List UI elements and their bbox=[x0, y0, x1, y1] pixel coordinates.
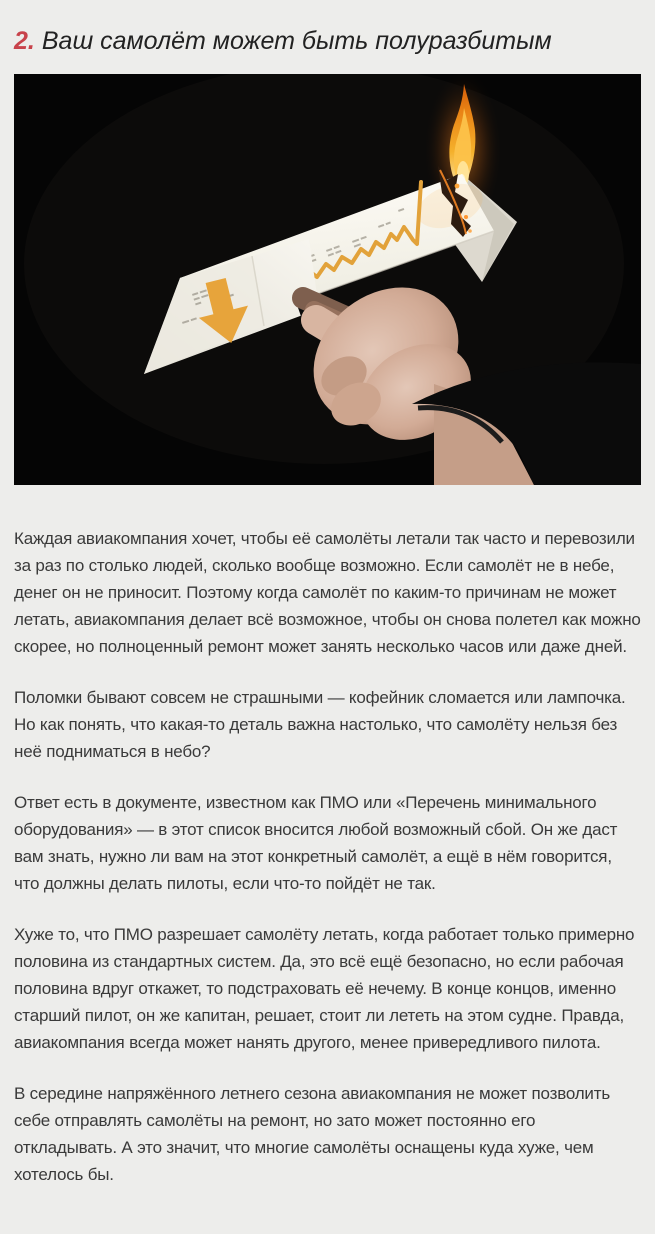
article-body bbox=[14, 525, 641, 1188]
paragraph: Хуже то, что ПМО разрешает самолёту летать, когда работает только примерно половина из стандартных систем. Да, это всё ещё безопасно, но если рабочая половина вдруг откажет, то подстраховать её нечему. В конце концов, именно старший пилот, он же капитан, решает, стоит ли лететь на этом судне. Правда, авиакомпания всегда может нанять другого, менее привередливого пилота. bbox=[14, 925, 635, 1052]
section-heading bbox=[14, 0, 641, 56]
burning-paper-plane-photo bbox=[14, 74, 641, 485]
paragraph: В середине напряжённого летнего сезона авиакомпания не может позволить себе отправлять самолёты на ремонт, но зато может постоянно его откладывать. А это значит, что многие самолёты оснащены куда хуже, чем хотелось бы. bbox=[14, 1084, 610, 1184]
paragraph: Поломки бывают совсем не страшными — кофейник сломается или лампочка. Но как понять, что какая-то деталь важна настолько, что самолёту нельзя без неё подниматься в небо? bbox=[14, 688, 626, 761]
photo-canvas bbox=[14, 74, 641, 485]
heading-number: 2. bbox=[14, 27, 35, 55]
paragraph: Ответ есть в документе, известном как ПМО или «Перечень минимального оборудования» — в этот список вносится любой возможный сбой. Он же даст вам знать, нужно ли вам на этот конкретный самолёт, а ещё в нём говорится, что должны делать пилоты, если что-то пойдёт не так. bbox=[14, 793, 618, 893]
paragraph: Каждая авиакомпания хочет, чтобы её самолёты летали так часто и перевозили за раз по столько людей, сколько вообще возможно. Если самолёт не в небе, денег он не приносит. Поэтому когда самолёт по каким-то причинам не может летать, авиакомпания делает всё возможное, чтобы он снова полетел как можно скорее, но полноценный ремонт может занять несколько часов или даже дней. bbox=[14, 529, 641, 656]
heading-title: Ваш самолёт может быть полуразбитым bbox=[41, 27, 552, 55]
